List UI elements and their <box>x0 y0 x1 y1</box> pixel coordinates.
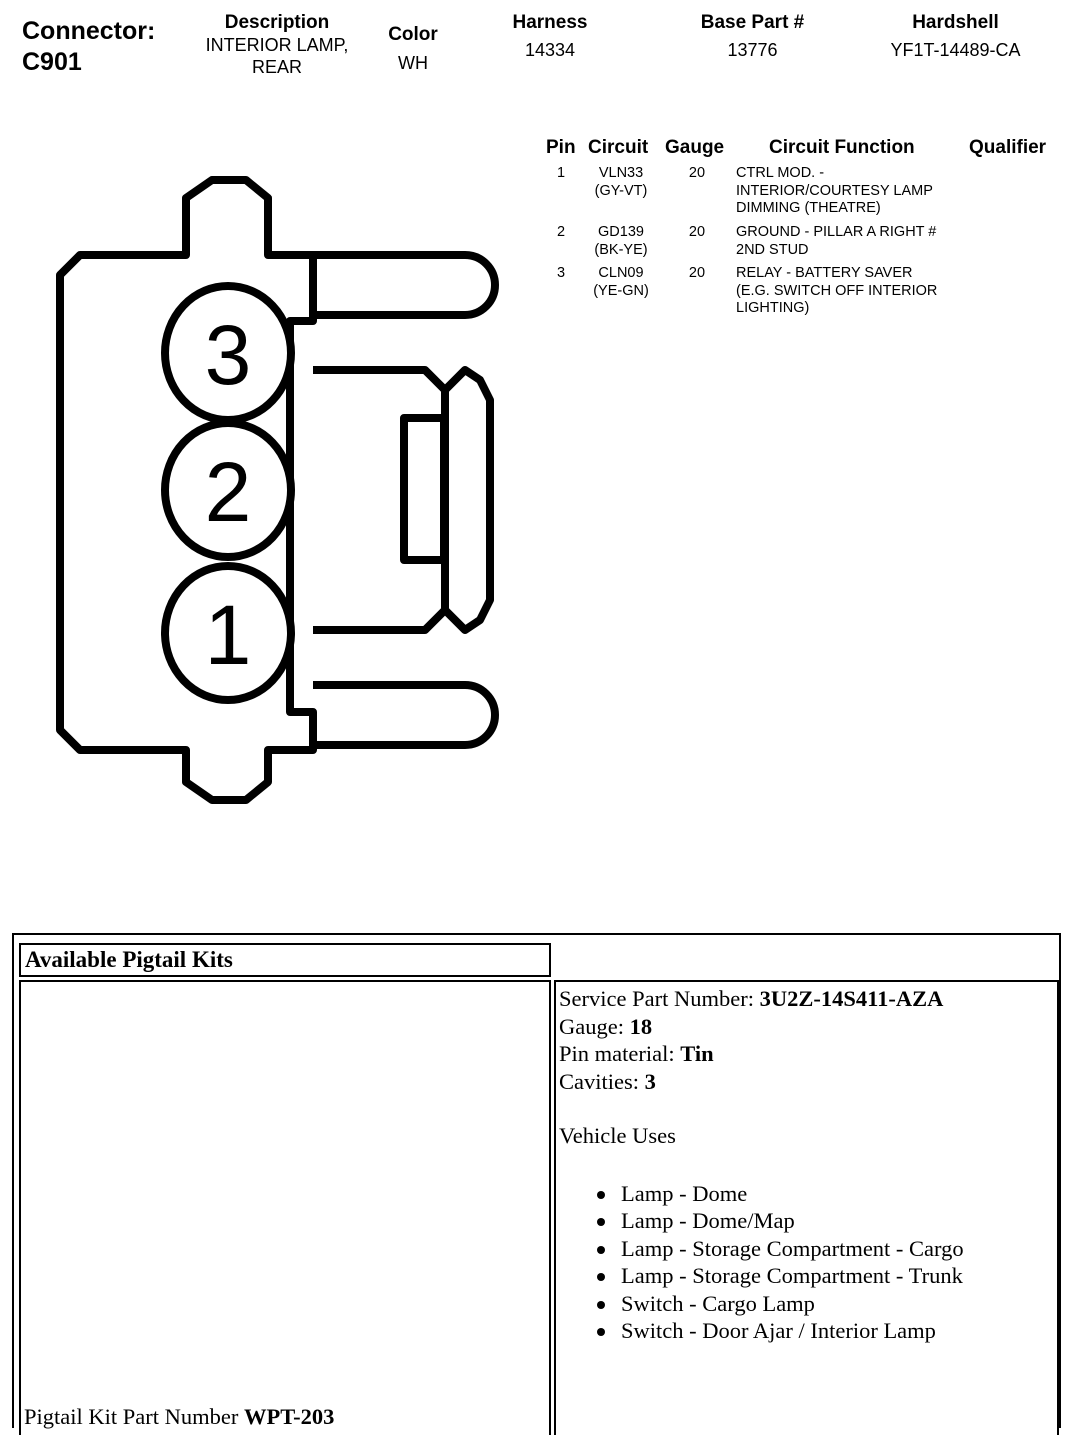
function-line: GROUND - PILLAR A RIGHT # <box>736 224 937 240</box>
hardshell-value: YF1T-14489-CA <box>890 40 1021 60</box>
cavities-value: 3 <box>644 1068 656 1094</box>
pigtail-image-panel <box>19 980 551 1435</box>
vehicle-uses-list <box>559 1180 1057 1345</box>
list-item: Lamp - Dome/Map <box>597 1207 1057 1235</box>
service-part-label: Service Part Number: <box>559 986 760 1011</box>
pin-table-header <box>540 137 1070 165</box>
connector-face-diagram <box>40 160 510 820</box>
lower-latch-arm <box>313 685 495 745</box>
harness-header: Harness <box>512 12 588 33</box>
color-value: WH <box>398 53 428 73</box>
list-item: Lamp - Storage Compartment - Cargo <box>597 1235 1057 1263</box>
table-row <box>540 165 1070 224</box>
cavities-line <box>559 1068 1057 1096</box>
center-lock-ramp <box>445 370 490 630</box>
gauge-cell: 20 <box>688 265 706 281</box>
lock-window <box>404 418 444 560</box>
table-row <box>540 265 1070 324</box>
list-item: Switch - Door Ajar / Interior Lamp <box>597 1317 1057 1345</box>
color-column <box>373 24 453 74</box>
gauge-label: Gauge: <box>559 1013 630 1039</box>
list-item: Lamp - Storage Compartment - Trunk <box>597 1262 1057 1290</box>
cavity-3-label: 3 <box>204 308 252 402</box>
description-value-line2: REAR <box>251 57 302 77</box>
base-part-value: 13776 <box>727 40 778 60</box>
pin-number: 3 <box>556 265 566 281</box>
function-line: DIMMING (THEATRE) <box>736 200 881 216</box>
upper-latch-arm <box>313 255 495 315</box>
list-item: Switch - Cargo Lamp <box>597 1290 1057 1318</box>
pin-number: 1 <box>556 165 566 181</box>
gauge-header: Gauge <box>665 137 725 158</box>
table-row <box>540 224 1070 265</box>
qualifier-header: Qualifier <box>969 137 1047 158</box>
gauge-value: 18 <box>629 1013 653 1039</box>
pin-material-line <box>559 1040 1057 1068</box>
function-line: 2ND STUD <box>736 241 809 258</box>
gauge-cell: 20 <box>688 224 706 240</box>
circuit-cell <box>586 265 656 300</box>
circuit-color: (YE-GN) <box>593 282 649 299</box>
base-part-header: Base Part # <box>700 12 805 33</box>
kit-part-number-line <box>24 1404 334 1430</box>
pigtail-kits-header: Available Pigtail Kits <box>19 943 551 977</box>
function-line: LIGHTING) <box>736 300 810 316</box>
service-part-value: 3U2Z-14S411-AZA <box>759 986 944 1011</box>
circuit-id: CLN09 <box>598 265 644 281</box>
circuit-header: Circuit <box>588 137 649 158</box>
pin-header: Pin <box>546 137 576 158</box>
pin-material-label: Pin material: <box>559 1041 681 1066</box>
circuit-color: (GY-VT) <box>594 182 648 199</box>
hardshell-header: Hardshell <box>912 12 999 33</box>
harness-column <box>490 12 610 61</box>
circuit-function-cell <box>736 165 966 218</box>
pigtail-details-panel <box>554 980 1059 1435</box>
vehicle-uses-heading: Vehicle Uses <box>559 1123 676 1148</box>
gauge-line <box>559 1013 1057 1041</box>
base-part-column <box>680 12 825 61</box>
pin-number: 2 <box>556 224 566 240</box>
connector-id: C901 <box>22 48 82 76</box>
function-line: (E.G. SWITCH OFF INTERIOR <box>736 282 938 299</box>
color-header: Color <box>388 24 438 45</box>
hardshell-column <box>868 12 1043 61</box>
connector-title <box>22 16 155 78</box>
gauge-cell: 20 <box>688 165 706 181</box>
cavities-label: Cavities: <box>559 1068 645 1094</box>
circuit-id: GD139 <box>598 224 644 240</box>
cavity-1-label: 1 <box>204 588 252 682</box>
harness-value: 14334 <box>524 40 576 60</box>
pigtail-kits-section <box>12 933 1061 1428</box>
pin-material-value: Tin <box>680 1041 714 1066</box>
description-value-line1: INTERIOR LAMP, <box>205 35 349 55</box>
function-line: RELAY - BATTERY SAVER <box>736 265 913 281</box>
kit-part-label: Pigtail Kit Part Number <box>24 1404 244 1429</box>
cavity-2-label: 2 <box>204 445 252 539</box>
service-part-line <box>559 985 1057 1013</box>
kit-part-value: WPT-203 <box>243 1404 335 1429</box>
circuit-cell <box>586 224 656 259</box>
center-lock-tab <box>313 370 445 630</box>
circuit-function-cell <box>736 224 966 259</box>
circuit-id: VLN33 <box>598 165 644 181</box>
circuit-function-cell <box>736 265 966 318</box>
description-header: Description <box>224 12 330 33</box>
circuit-color: (BK-YE) <box>594 241 648 258</box>
pin-table <box>540 137 1070 324</box>
connector-label: Connector: <box>22 17 156 45</box>
list-item: Lamp - Dome <box>597 1180 1057 1208</box>
description-column <box>182 12 372 78</box>
circuit-function-header: Circuit Function <box>769 137 915 158</box>
circuit-cell <box>586 165 656 200</box>
function-line: CTRL MOD. - <box>736 165 825 181</box>
function-line: INTERIOR/COURTESY LAMP <box>736 182 933 199</box>
